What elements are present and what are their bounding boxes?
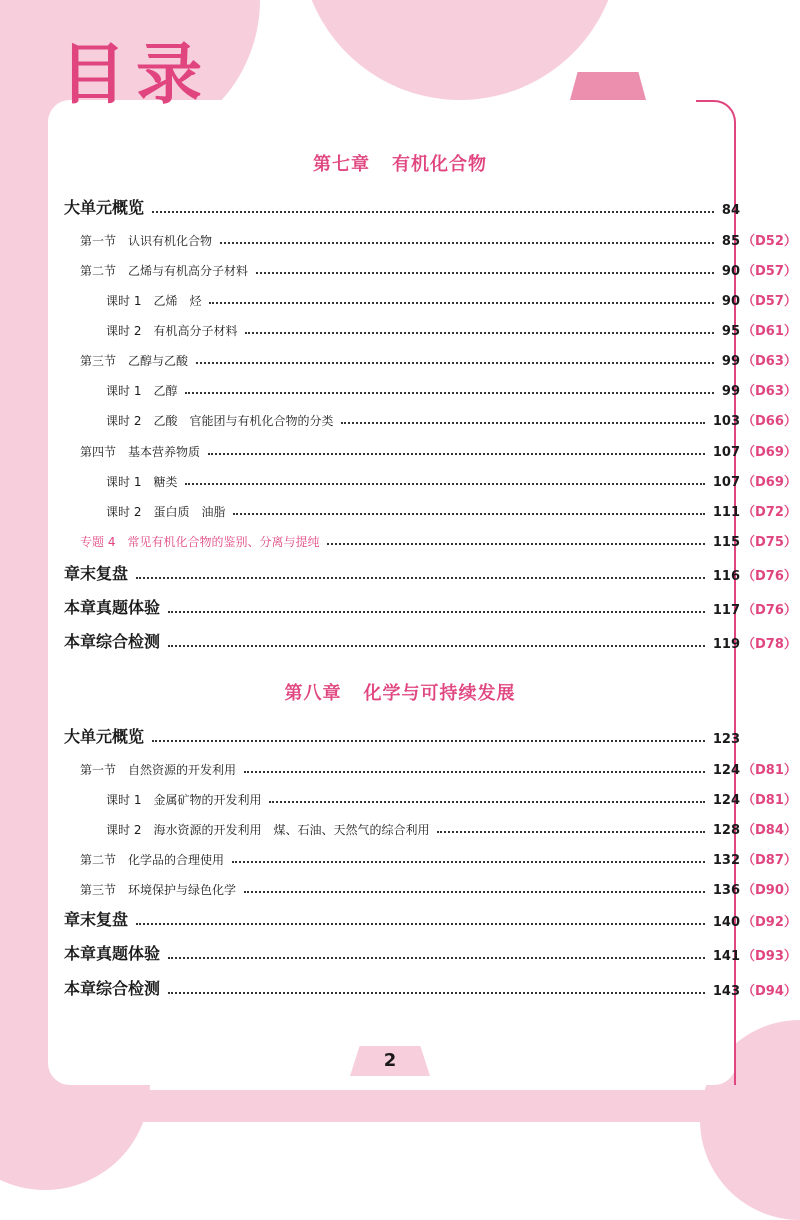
- toc-answer-page: （D92）: [742, 915, 797, 930]
- toc-page: 107: [712, 445, 740, 460]
- toc-label: 课时 1 金属矿物的开发利用: [106, 793, 262, 807]
- toc-label: 本章综合检测: [64, 632, 161, 651]
- toc-entry[interactable]: [0, 786, 800, 808]
- toc-page: 95: [721, 324, 740, 339]
- toc-page: 103: [712, 414, 740, 429]
- dot-leader: [136, 577, 705, 579]
- dot-leader: [168, 611, 705, 613]
- toc-answer-page: （D66）: [742, 414, 797, 429]
- toc-page: 140: [712, 915, 740, 930]
- toc-answer-page: （D76）: [742, 603, 797, 618]
- toc-answer-page: （D57）: [742, 264, 797, 279]
- chapter-number: 第七章: [313, 154, 370, 175]
- toc-page: 124: [712, 763, 740, 778]
- toc-entry[interactable]: [0, 942, 800, 964]
- toc-entry[interactable]: [0, 377, 800, 399]
- toc-entry[interactable]: [0, 876, 800, 898]
- toc-label: 专题 4 常见有机化合物的鉴别、分离与提纯: [80, 535, 320, 549]
- toc-answer-page: （D76）: [742, 569, 797, 584]
- dot-leader: [232, 861, 705, 863]
- dot-leader: [327, 543, 704, 545]
- toc-page: 143: [712, 984, 740, 999]
- toc-entry[interactable]: [0, 347, 800, 369]
- page-title: 目录: [60, 36, 212, 113]
- dot-leader: [256, 272, 714, 274]
- toc-label: 章末复盘: [64, 564, 129, 583]
- decor-bottom-band: [0, 1090, 800, 1122]
- toc-page: 128: [712, 823, 740, 838]
- toc-entry[interactable]: [0, 756, 800, 778]
- toc-answer-page: （D63）: [742, 354, 797, 369]
- toc-entry[interactable]: [0, 816, 800, 838]
- dot-leader: [437, 831, 704, 833]
- toc-page: 90: [721, 264, 740, 279]
- chapter-heading: [0, 679, 800, 705]
- toc-label: 大单元概览: [64, 198, 145, 217]
- toc-page: 124: [712, 793, 740, 808]
- toc-page: 84: [721, 203, 740, 218]
- toc-entry[interactable]: [0, 725, 800, 747]
- dot-leader: [168, 645, 705, 647]
- toc-answer-page: （D93）: [742, 949, 797, 964]
- toc-entry[interactable]: [0, 562, 800, 584]
- toc-entry[interactable]: [0, 438, 800, 460]
- toc-page: 115: [712, 535, 740, 550]
- toc-label: 课时 2 乙酸 官能团与有机化合物的分类: [106, 414, 334, 428]
- decor-circle: [300, 0, 620, 100]
- page-number: 2: [383, 1050, 397, 1071]
- toc-entry-special-topic[interactable]: [0, 528, 800, 550]
- dot-leader: [208, 453, 705, 455]
- toc-label: 本章综合检测: [64, 979, 161, 998]
- toc-entry[interactable]: [0, 846, 800, 868]
- dot-leader: [244, 771, 705, 773]
- toc-entry[interactable]: [0, 287, 800, 309]
- toc-label: 课时 2 蛋白质 油脂: [106, 505, 226, 519]
- toc-answer-page: （D61）: [742, 324, 797, 339]
- toc-label: 第一节 自然资源的开发利用: [80, 763, 237, 777]
- toc-answer-page: （D78）: [742, 637, 797, 652]
- dot-leader: [185, 392, 713, 394]
- toc-entry[interactable]: [0, 498, 800, 520]
- dot-leader: [233, 513, 704, 515]
- toc-page: 107: [712, 475, 740, 490]
- toc-page: 132: [712, 853, 740, 868]
- dot-leader: [152, 740, 705, 742]
- dot-leader: [136, 923, 705, 925]
- toc-answer-page: （D63）: [742, 384, 797, 399]
- toc-answer-page: （D90）: [742, 883, 797, 898]
- dot-leader: [185, 483, 704, 485]
- dot-leader: [245, 332, 713, 334]
- toc-label: 课时 1 糖类: [106, 475, 178, 489]
- toc-answer-page: （D81）: [742, 793, 797, 808]
- toc-answer-page: （D69）: [742, 475, 797, 490]
- dot-leader: [341, 422, 704, 424]
- toc-label: 大单元概览: [64, 727, 145, 746]
- toc-label: 课时 2 海水资源的开发利用 煤、石油、天然气的综合利用: [106, 823, 430, 837]
- chapter-heading: [0, 150, 800, 176]
- toc-answer-page: （D75）: [742, 535, 797, 550]
- toc-label: 课时 1 乙醇: [106, 384, 178, 398]
- toc-page: 117: [712, 603, 740, 618]
- toc-answer-page: （D87）: [742, 853, 797, 868]
- toc-page: 99: [721, 384, 740, 399]
- toc-answer-page: （D81）: [742, 763, 797, 778]
- chapter-name: 化学与可持续发展: [363, 683, 516, 704]
- dot-leader: [220, 242, 714, 244]
- dot-leader: [209, 302, 713, 304]
- toc-answer-page: （D72）: [742, 505, 797, 520]
- toc-entry[interactable]: [0, 407, 800, 429]
- dot-leader: [168, 992, 705, 994]
- dot-leader: [244, 891, 705, 893]
- toc-answer-page: [740, 203, 800, 218]
- dot-leader: [152, 211, 714, 213]
- toc-answer-page: （D52）: [742, 234, 797, 249]
- toc-entry[interactable]: [0, 257, 800, 279]
- toc-page: 85: [721, 234, 740, 249]
- dot-leader: [269, 801, 704, 803]
- toc-page: 119: [712, 637, 740, 652]
- toc-label: 第四节 基本营养物质: [80, 445, 201, 459]
- toc-answer-page: （D84）: [742, 823, 797, 838]
- toc-page: 116: [712, 569, 740, 584]
- toc-entry[interactable]: [0, 468, 800, 490]
- toc-label: 第一节 认识有机化合物: [80, 234, 213, 248]
- toc-page: 99: [721, 354, 740, 369]
- toc-label: 本章真题体验: [64, 944, 161, 963]
- toc-label: 课时 1 乙烯 烃: [106, 294, 202, 308]
- toc-label: 第三节 环境保护与绿色化学: [80, 883, 237, 897]
- toc-label: 第二节 乙烯与有机高分子材料: [80, 264, 249, 278]
- toc-answer-page: （D69）: [742, 445, 797, 460]
- toc-entry[interactable]: [0, 977, 800, 999]
- toc-entry[interactable]: [0, 596, 800, 618]
- toc-entry[interactable]: [0, 630, 800, 652]
- toc-page: 141: [712, 949, 740, 964]
- toc-page: 123: [712, 732, 740, 747]
- toc-answer-page: （D94）: [742, 984, 797, 999]
- toc-page: 90: [721, 294, 740, 309]
- dot-leader: [196, 362, 714, 364]
- toc-label: 本章真题体验: [64, 598, 161, 617]
- dot-leader: [168, 957, 705, 959]
- decor-tab: [570, 72, 646, 100]
- toc-label: 第三节 乙醇与乙酸: [80, 354, 189, 368]
- toc-answer-page: [740, 732, 800, 747]
- toc-label: 章末复盘: [64, 910, 129, 929]
- toc-label: 课时 2 有机高分子材料: [106, 324, 238, 338]
- chapter-name: 有机化合物: [392, 154, 487, 175]
- toc-page: 136: [712, 883, 740, 898]
- toc-entry[interactable]: [0, 317, 800, 339]
- toc-entry[interactable]: [0, 196, 800, 218]
- toc-page: 111: [712, 505, 740, 520]
- toc-entry[interactable]: [0, 908, 800, 930]
- toc-label: 第二节 化学品的合理使用: [80, 853, 225, 867]
- chapter-number: 第八章: [284, 683, 342, 704]
- toc-entry[interactable]: [0, 227, 800, 249]
- toc-answer-page: （D57）: [742, 294, 797, 309]
